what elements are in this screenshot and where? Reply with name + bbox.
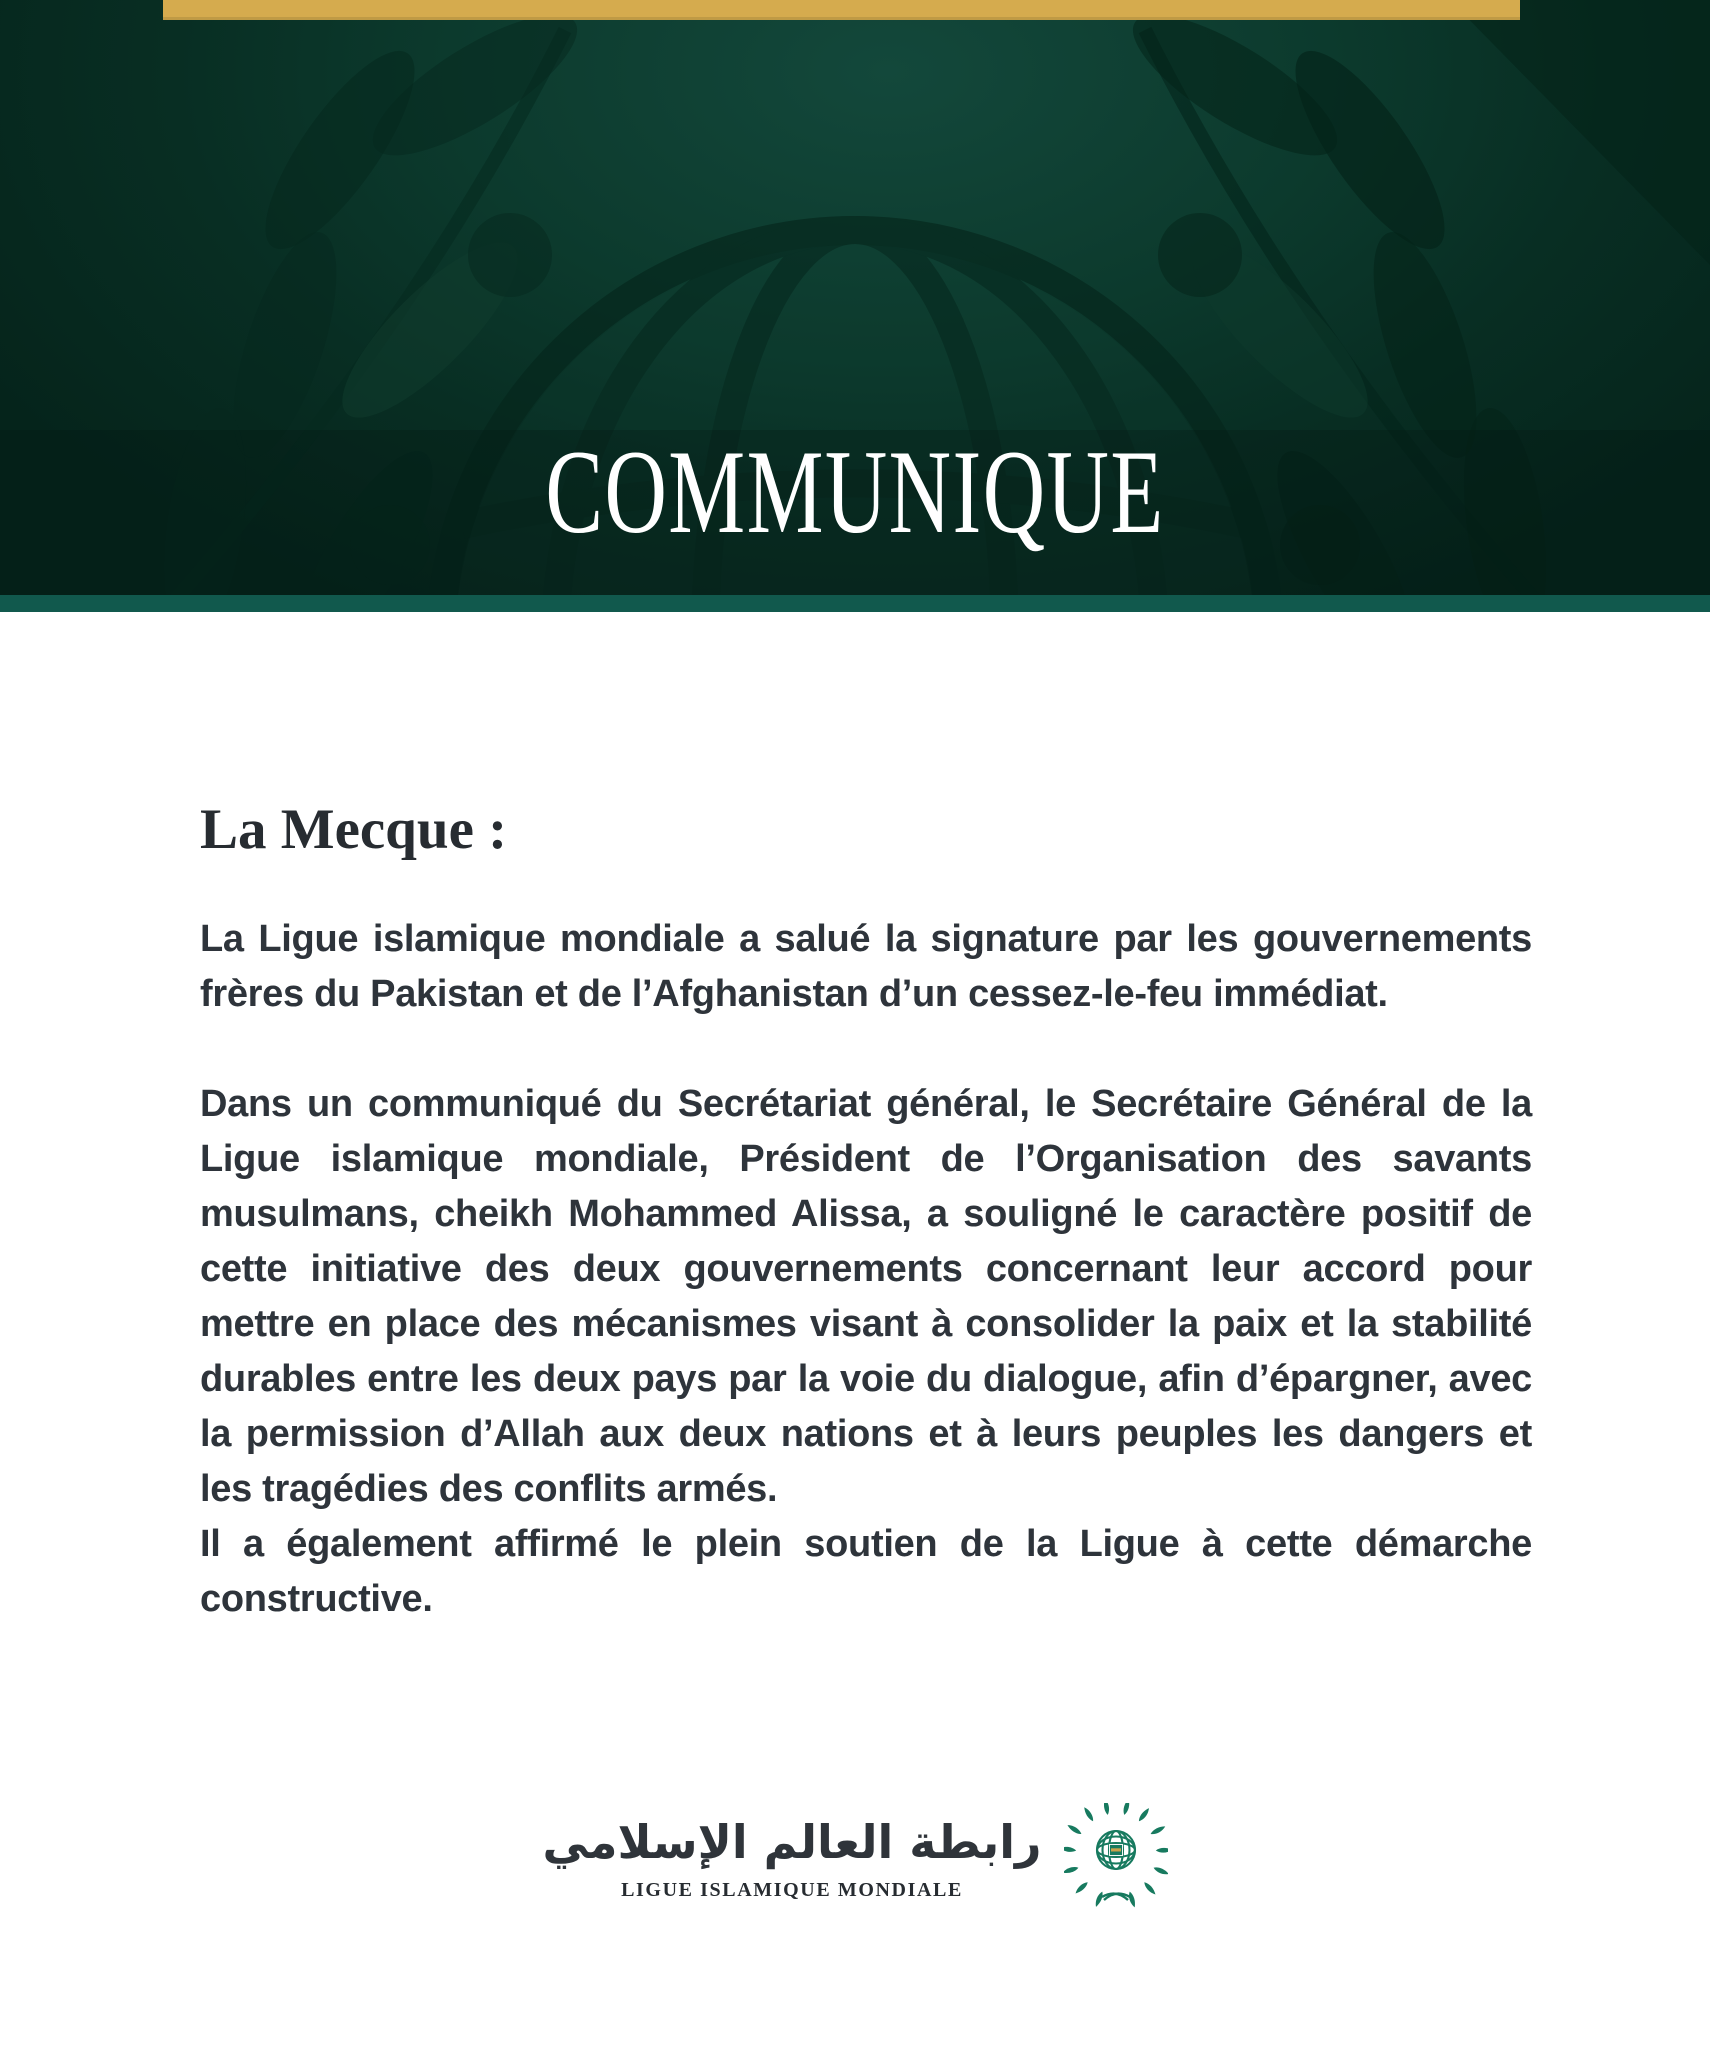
wreath-stems [1102,1894,1130,1900]
kaaba-mark [1109,1845,1122,1856]
logo-wordmark: LIGUE ISLAMIQUE MONDIALE [621,1879,963,1901]
mwl-logo [0,1803,1710,1909]
gold-accent-bar [163,0,1520,20]
paragraph-statement: Dans un communiqué du Secrétariat général, le Secrétaire Général de la Ligue islamique mondiale, Président de l’Organisation des savants musulmans, cheikh Mohammed Alissa, a souligné le caractère positif de cette initiative des deux gouvernements concernant leur accord pour mettre en place des mécanismes visant à consolider la paix et la stabilité durables entre les deux pays par la voie du dialogue, afin d’épargner, avec la permission d’Allah aux deux nations et à leurs peuples les dangers et les tragédies des conflits armés. [200,1083,1532,1510]
mwl-logo-text [542,1810,1041,1902]
logo-arabic-calligraphy: رابطة العالم الإسلامي [542,1815,1042,1869]
communique-title [0,425,1710,558]
communique-title-text: COMMUNIQUE [545,425,1165,558]
paragraph-support: Il a également affirmé le plein soutien de la Ligue à cette démarche constructive. [200,1523,1532,1620]
paragraph-ceasefire: La Ligue islamique mondiale a salué la signature par les gouvernements frères du Pakistan et de l’Afghanistan d’un cessez-le-feu immédiat. [200,918,1532,1015]
letter-body [0,612,1710,2048]
location-heading: La Mecque : [200,798,508,861]
teal-divider [0,595,1710,612]
mwl-emblem-globe-wreath-icon [1064,1803,1168,1909]
header-banner [0,0,1710,595]
